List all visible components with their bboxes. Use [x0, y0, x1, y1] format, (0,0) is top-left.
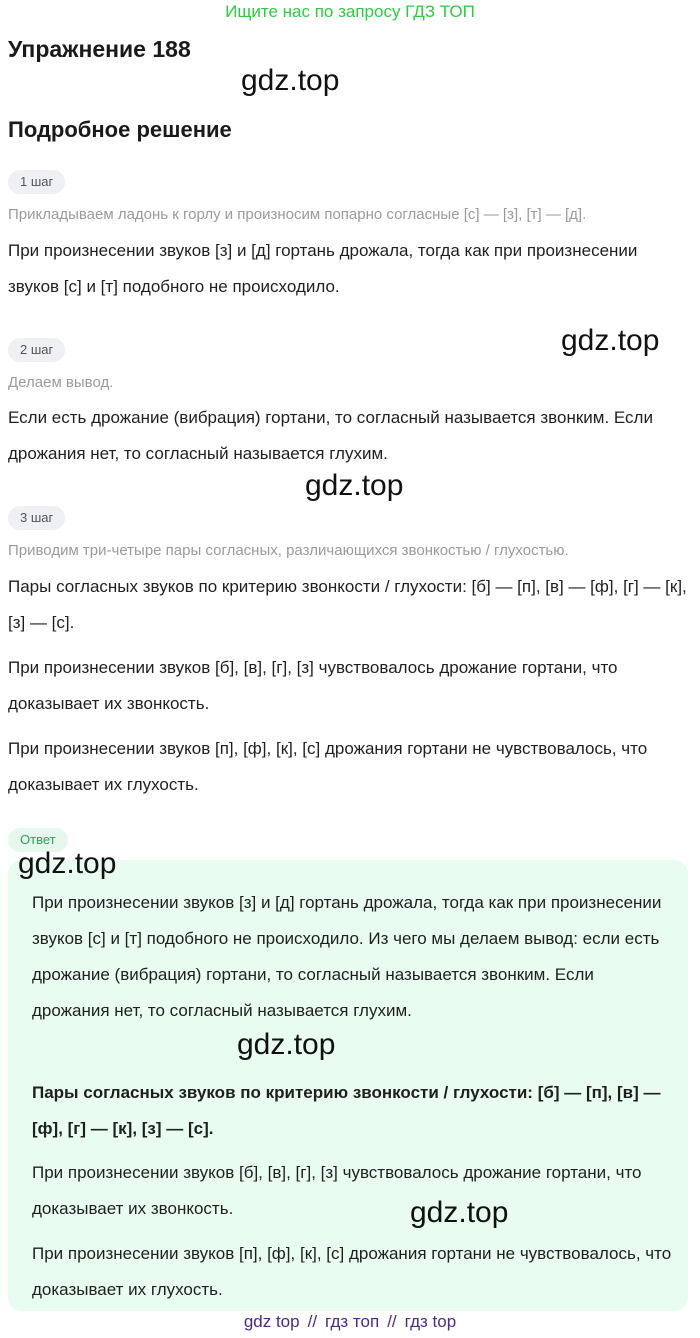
exercise-title: Упражнение 188: [8, 36, 191, 62]
step-text: При произнесении звуков [з] и [д] гортань дрожала, тогда как при произнесении звуков [с] и [т] подобного не происходило.: [8, 241, 638, 296]
step-text: Пары согласных звуков по критерию звонкости / глухости: [б] — [п], [в] — [ф], [г] — [к], [з] — [с].: [8, 577, 687, 632]
footer-separator: //: [387, 1312, 397, 1331]
footer-link[interactable]: гдз топ: [325, 1312, 380, 1331]
footer-link[interactable]: гдз top: [404, 1312, 457, 1331]
watermark: gdz.top: [241, 64, 340, 97]
answer-badge: Ответ: [8, 828, 68, 852]
watermark: gdz.top: [410, 1196, 509, 1229]
step-badge: 3 шаг: [8, 506, 65, 530]
step-text: Если есть дрожание (вибрация) гортани, то согласный называется звонким. Если дрожания нет, то согласный называется глухим.: [8, 408, 653, 463]
footer-links: [0, 1312, 700, 1332]
footer-separator: //: [307, 1312, 318, 1331]
solution-heading: Подробное решение: [8, 117, 232, 142]
footer-link[interactable]: gdz top: [243, 1312, 300, 1331]
step-badge: 2 шаг: [8, 338, 65, 362]
watermark: gdz.top: [18, 847, 117, 880]
watermark: gdz.top: [305, 469, 404, 502]
answer-text-bold: Пары согласных звуков по критерию звонкости / глухости: [б] — [п], [в] — [ф], [г] — [к], [з] — [с].: [32, 1083, 661, 1138]
step-hint: Делаем вывод.: [8, 374, 114, 391]
search-promo-banner: Ищите нас по запросу ГДЗ ТОП: [225, 2, 475, 21]
answer-text: При произнесении звуков [б], [в], [г], [з] чувствовалось дрожание гортани, что доказывает их звонкость.: [32, 1163, 642, 1218]
watermark: gdz.top: [237, 1028, 336, 1061]
watermark: gdz.top: [561, 324, 660, 357]
step-text: При произнесении звуков [п], [ф], [к], [с] дрожания гортани не чувствовалось, что доказывает их глухость.: [8, 739, 648, 794]
step-hint: Приводим три-четыре пары согласных, различающихся звонкостью / глухостью.: [8, 542, 569, 559]
answer-text: При произнесении звуков [п], [ф], [к], [с] дрожания гортани не чувствовалось, что доказывает их глухость.: [32, 1244, 672, 1299]
step-badge: 1 шаг: [8, 170, 65, 194]
step-hint: Прикладываем ладонь к горлу и произносим попарно согласные [с] — [з], [т] — [д].: [8, 206, 587, 223]
step-text: При произнесении звуков [б], [в], [г], [з] чувствовалось дрожание гортани, что доказывает их звонкость.: [8, 658, 618, 713]
answer-text: При произнесении звуков [з] и [д] гортань дрожала, тогда как при произнесении звуков [с] и [т] подобного не происходило. Из чего мы делаем вывод: если есть дрожание (вибрация) гортани, то согласный называется звонким. Если дрожания нет, то согласный называется глухим.: [32, 893, 662, 1020]
